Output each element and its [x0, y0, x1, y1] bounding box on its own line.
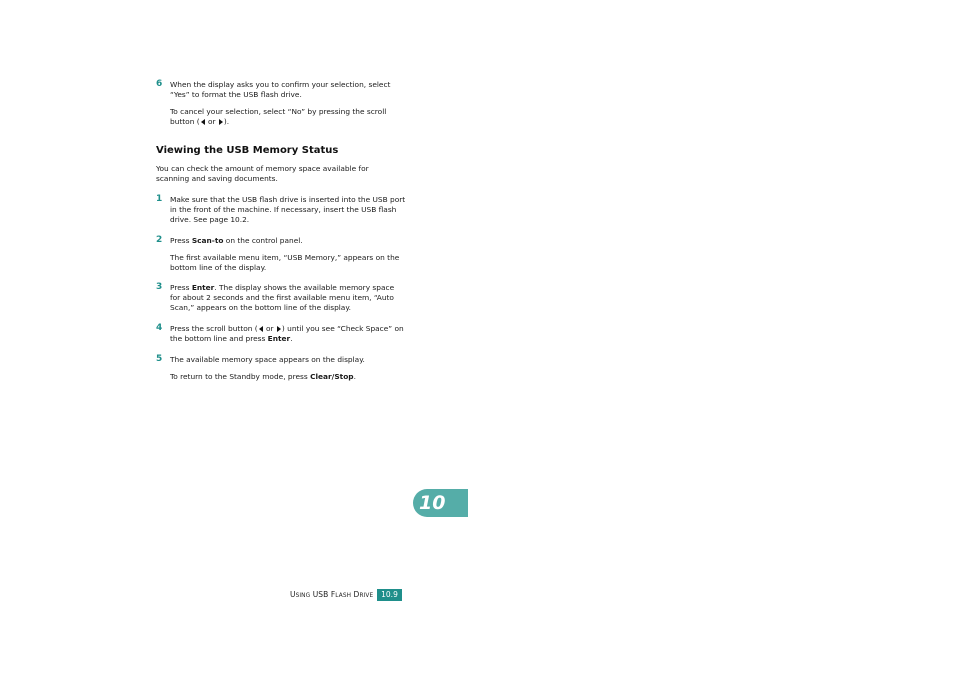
- section-heading: Viewing the USB Memory Status: [156, 145, 339, 156]
- footer-chapter-title: USING USB FLASH DRIVE: [290, 590, 374, 599]
- step-4: [156, 324, 406, 344]
- step-note: To cancel your selection, select “No” by pressing the scroll button ( or ).: [170, 106, 387, 127]
- step-number: 4: [156, 323, 163, 333]
- footer-page-number: 10.9: [377, 589, 402, 601]
- scroll-right-icon: [219, 119, 223, 125]
- step-text: Press Enter. The display shows the available memory space for about 2 seconds and the first available menu item, “Auto Scan,” appears on the bottom line of the display.: [170, 283, 395, 313]
- scroll-right-icon: [277, 326, 281, 332]
- step-text: Press Scan-to on the control panel.: [170, 236, 303, 245]
- step-text: Press the scroll button ( or ) until you see “Check Space” on the bottom line and press Enter.: [170, 324, 404, 344]
- step-number: 2: [156, 235, 163, 245]
- step-2: [156, 236, 406, 273]
- step-6: [156, 80, 406, 127]
- step-note: To return to the Standby mode, press Clear/Stop.: [170, 371, 356, 381]
- scroll-left-icon: [259, 326, 263, 332]
- step-text: Make sure that the USB flash drive is inserted into the USB port in the front of the machine. If necessary, insert the USB flash drive. See page 10.2.: [170, 195, 406, 225]
- step-3: [156, 283, 406, 314]
- step-text: The available memory space appears on the display.: [170, 355, 365, 364]
- step-number: 5: [156, 354, 163, 364]
- step-number: 1: [156, 194, 163, 204]
- step-5: [156, 355, 406, 382]
- section-intro: You can check the amount of memory space available for scanning and saving documents.: [156, 164, 369, 184]
- step-number: 3: [156, 282, 163, 292]
- scroll-left-icon: [201, 119, 205, 125]
- step-1: [156, 195, 406, 226]
- step-text: When the display asks you to confirm your selection, select “Yes” to format the USB flash drive.: [170, 80, 391, 100]
- chapter-tab: 10: [413, 489, 468, 517]
- step-note: The first available menu item, “USB Memory,” appears on the bottom line of the display.: [170, 252, 400, 272]
- step-number: 6: [156, 79, 163, 89]
